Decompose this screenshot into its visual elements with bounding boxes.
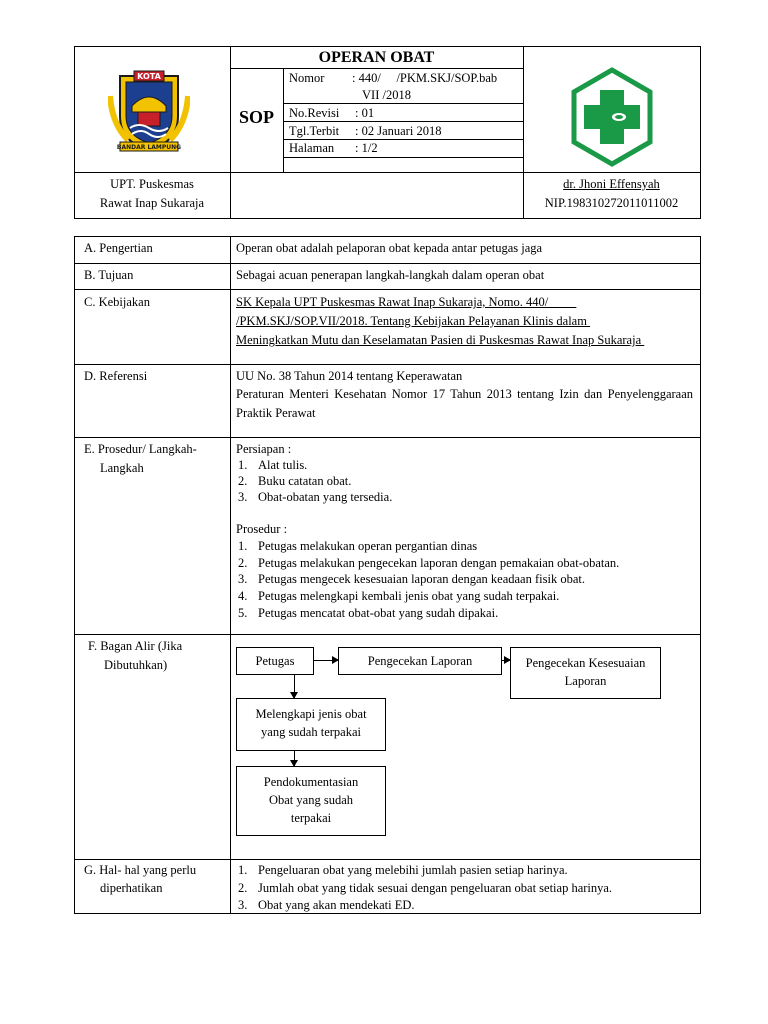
list-item-number: 1.: [238, 539, 248, 553]
flow-text: yang sudah terpakai: [261, 725, 361, 739]
list-item: Obat yang akan mendekati ED.: [258, 898, 415, 912]
list-item: Petugas mencatat obat-obat yang sudah dipakai.: [258, 606, 499, 620]
flow-text: terpakai: [290, 811, 332, 825]
flow-connector: [294, 675, 295, 685]
section-g-label-line1: G. Hal- hal yang perlu: [84, 863, 197, 877]
flow-box-melengkapi: [236, 698, 386, 751]
list-item-number: 2.: [238, 474, 248, 488]
list-item-number: 4.: [238, 589, 248, 603]
terbit-value: : 02 Januari 2018: [355, 124, 442, 138]
flow-text: Pendokumentasian: [263, 775, 359, 789]
flow-text: Melengkapi jenis obat: [255, 707, 367, 721]
halaman-value: : 1/2: [355, 141, 378, 155]
section-e-label-line1: E. Prosedur/ Langkah-: [84, 442, 197, 456]
flow-box-pengecekan: [338, 647, 502, 675]
sop-label: SOP: [238, 107, 274, 127]
section-b-text: Sebagai acuan penerapan langkah-langkah dalam operan obat: [236, 268, 545, 282]
prosedur-title: Prosedur :: [236, 522, 288, 536]
section-f-label-line2: Dibutuhkan): [104, 658, 168, 672]
list-item: Petugas melakukan pengecekan laporan dengan pemakaian obat-obatan.: [258, 556, 620, 570]
halaman-label: Halaman: [289, 141, 335, 155]
flow-arrow: [502, 660, 510, 661]
list-item: Obat-obatan yang tersedia.: [258, 490, 393, 504]
signer-nip: NIP.198310272011011002: [544, 196, 679, 210]
list-item-number: 3.: [238, 572, 248, 586]
list-item: Petugas melakukan operan pergantian dinas: [258, 539, 478, 553]
flow-arrow: [294, 685, 295, 698]
page-title: OPERAN OBAT: [318, 49, 435, 66]
revisi-value: : 01: [355, 106, 375, 120]
org-name-line1: UPT. Puskesmas: [110, 177, 194, 191]
flow-box-kesesuaian: [510, 647, 661, 699]
section-c-line1: SK Kepala UPT Puskesmas Rawat Inap Sukaraja, Nomo. 440/: [236, 295, 577, 309]
list-item-number: 2.: [238, 556, 248, 570]
section-b-label: B. Tujuan: [84, 268, 134, 282]
section-g-label-line2: diperhatikan: [100, 881, 163, 895]
section-d-paragraph: Peraturan Menteri Kesehatan Nomor 17 Tahun 2013 tentang Izin dan Penyelenggaraan Praktik Perawat: [236, 387, 693, 420]
flow-arrow: [294, 751, 295, 766]
list-item-number: 5.: [238, 606, 248, 620]
flow-text: Pengecekan Kesesuaian: [525, 656, 646, 670]
revisi-label: No.Revisi: [289, 106, 340, 120]
list-item-number: 3.: [238, 898, 248, 912]
puskesmas-logo: [570, 66, 654, 168]
flow-text: Pengecekan Laporan: [367, 654, 473, 668]
list-item: Pengeluaran obat yang melebihi jumlah pasien setiap harinya.: [258, 863, 568, 877]
list-item-number: 1.: [238, 863, 248, 877]
terbit-label: Tgl.Terbit: [289, 124, 340, 138]
nomor-label: Nomor: [289, 71, 325, 85]
section-d-line1: UU No. 38 Tahun 2014 tentang Keperawatan: [236, 369, 463, 383]
org-name-line2: Rawat Inap Sukaraja: [99, 196, 205, 210]
section-c-line3: Meningkatkan Mutu dan Keselamatan Pasien di Puskesmas Rawat Inap Sukaraja: [236, 333, 645, 347]
nomor-value: : 440/ /PKM.SKJ/SOP.bab: [352, 71, 498, 85]
section-a-label: A. Pengertian: [84, 241, 153, 255]
section-e-label-line2: Langkah: [100, 461, 144, 475]
flow-text: Laporan: [564, 674, 607, 688]
section-c-label: C. Kebijakan: [84, 295, 150, 309]
list-item: Buku catatan obat.: [258, 474, 352, 488]
section-f-label-line1: F. Bagan Alir (Jika: [88, 639, 183, 653]
flow-text: Obat yang sudah: [268, 793, 353, 807]
logo-bottom-text: BANDAR LAMPUNG: [116, 144, 182, 151]
flow-box-petugas: [236, 647, 314, 675]
persiapan-title: Persiapan :: [236, 442, 292, 456]
list-item: Jumlah obat yang tidak sesuai dengan pengeluaran obat setiap harinya.: [258, 881, 613, 895]
list-item-number: 3.: [238, 490, 248, 504]
list-item-number: 1.: [238, 458, 248, 472]
flow-arrow: [314, 660, 338, 661]
list-item: Petugas mengecek kesesuaian laporan dengan keadaan fisik obat.: [258, 572, 585, 586]
logo-top-text: KOTA: [137, 72, 161, 81]
list-item: Alat tulis.: [258, 458, 308, 472]
section-c-line2: /PKM.SKJ/SOP.VII/2018. Tentang Kebijakan Pelayanan Klinis dalam: [236, 314, 591, 328]
section-a-text: Operan obat adalah pelaporan obat kepada antar petugas jaga: [236, 241, 543, 255]
flow-text: Petugas: [255, 654, 295, 668]
signer-name: dr. Jhoni Effensyah: [563, 177, 660, 191]
list-item: Petugas melengkapi kembali jenis obat yang sudah terpakai.: [258, 589, 560, 603]
kota-bandar-lampung-logo: [108, 66, 190, 154]
nomor-value-line2: VII /2018: [362, 88, 411, 102]
section-d-label: D. Referensi: [84, 369, 148, 383]
flow-box-dokumentasi: [236, 766, 386, 836]
list-item-number: 2.: [238, 881, 248, 895]
